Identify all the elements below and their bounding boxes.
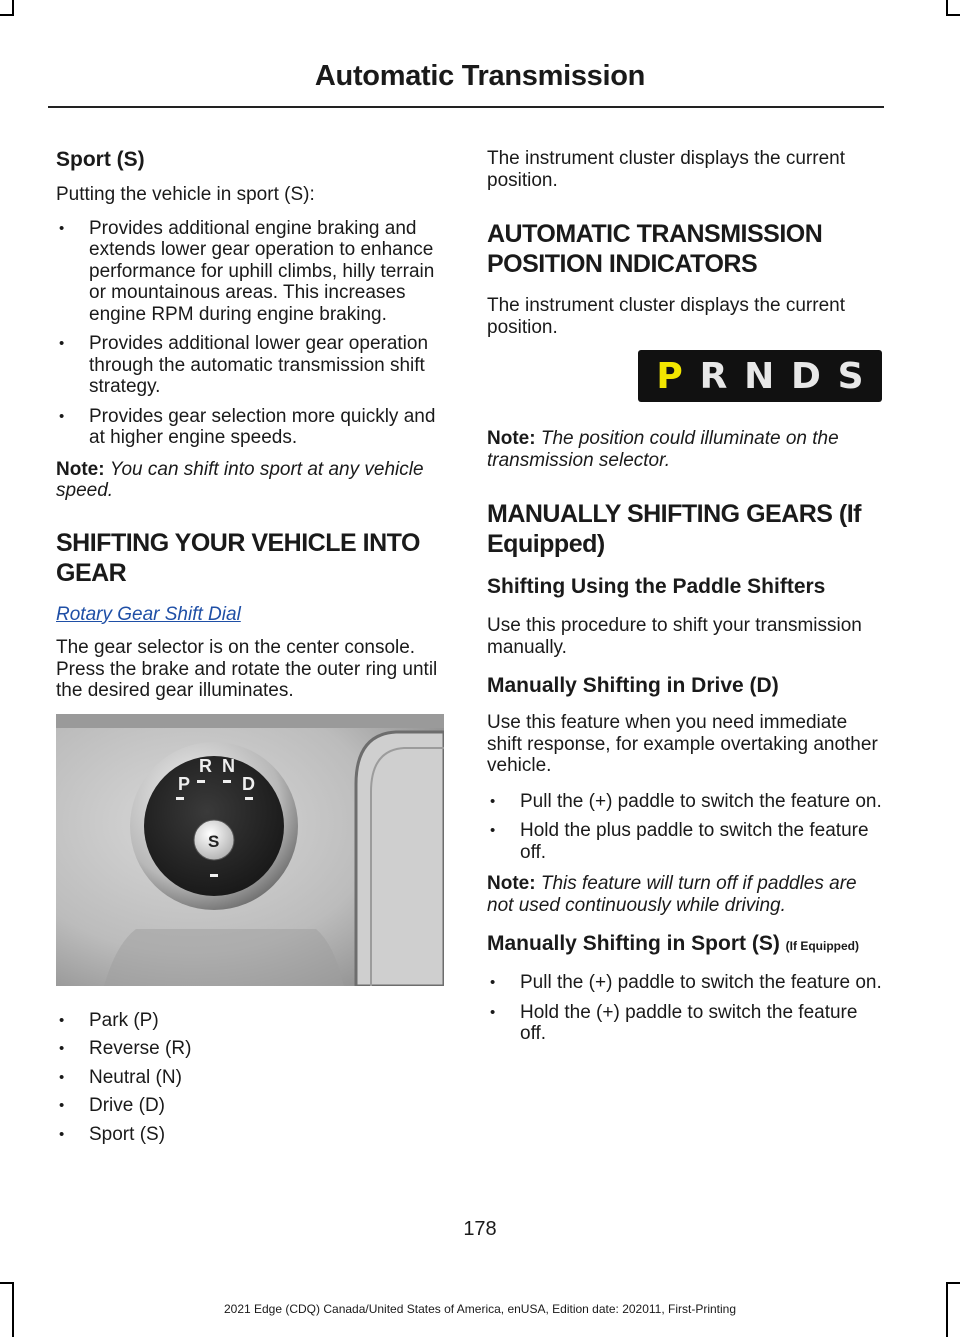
indicator-letter-p: P	[656, 355, 683, 397]
header-divider	[48, 106, 884, 108]
list-item: • Pull the (+) paddle to switch the feature on.	[487, 972, 882, 994]
rotary-dial-image	[56, 714, 444, 986]
indicator-letter-r: R	[699, 355, 728, 397]
manual-shifting-heading: MANUALLY SHIFTING GEARS (If Equipped)	[487, 500, 862, 558]
crop-mark-top-right-h	[946, 14, 960, 16]
page-header-title: Automatic Transmission	[314, 60, 646, 92]
list-item: • Provides additional engine braking and extends lower gear operation to enhance performance for uphill climbs, hilly terrain or mountainous areas. This increases engine RPM during engine braking.	[56, 218, 446, 326]
drive-bullet-list	[487, 791, 882, 864]
list-item: • Neutral (N)	[56, 1067, 446, 1089]
list-item: • Pull the (+) paddle to switch the feature on.	[487, 791, 882, 813]
list-item: • Drive (D)	[56, 1095, 446, 1117]
left-column	[56, 148, 446, 1155]
crop-mark-top-left-h	[0, 14, 14, 16]
cluster-paragraph-1: The instrument cluster displays the current position.	[487, 148, 845, 191]
sport-bullet-list	[56, 218, 446, 449]
right-column	[487, 148, 882, 1055]
cluster-paragraph-2: The instrument cluster displays the current position.	[487, 295, 845, 338]
sport-note	[56, 459, 446, 502]
note-text: You can shift into sport at any vehicle speed.	[56, 458, 424, 501]
rotary-paragraph: The gear selector is on the center console. Press the brake and rotate the outer ring until the desired gear illuminates.	[56, 637, 438, 701]
paddle-note	[487, 873, 882, 916]
list-item: • Park (P)	[56, 1010, 446, 1032]
footer-edition-info: 2021 Edge (CDQ) Canada/United States of America, enUSA, Edition date: 202011, First-Printing	[223, 1302, 737, 1316]
page-number: 178	[463, 1218, 497, 1240]
rotary-gear-shift-dial-link[interactable]: Rotary Gear Shift Dial	[56, 603, 241, 625]
crop-mark-bottom-right-h	[946, 1282, 960, 1284]
list-item: • Provides additional lower gear operation through the automatic transmission shift strategy.	[56, 333, 446, 398]
indicator-letter-n: N	[744, 355, 775, 397]
list-item: • Hold the (+) paddle to switch the feature off.	[487, 1002, 882, 1045]
shifting-heading: SHIFTING YOUR VEHICLE INTO GEAR	[56, 528, 420, 587]
position-note	[487, 428, 882, 471]
note-label: Note:	[56, 458, 105, 480]
indicator-letter-s: S	[837, 355, 864, 397]
gear-list	[56, 1010, 446, 1146]
sport-manual-bullet-list	[487, 972, 882, 1045]
list-item: • Reverse (R)	[56, 1038, 446, 1060]
position-indicator-display	[638, 350, 882, 402]
dial-label-d: D	[242, 773, 255, 794]
list-item: • Sport (S)	[56, 1124, 446, 1146]
note-label: Note:	[487, 428, 536, 449]
dial-label-n: N	[222, 755, 235, 776]
crop-mark-bottom-left-h	[0, 1282, 14, 1284]
note-text: The position could illuminate on the transmission selector.	[487, 428, 839, 471]
sport-manual-suffix: (If Equipped)	[785, 939, 859, 953]
drive-paragraph: Use this feature when you need immediate shift response, for example overtaking another vehicle.	[487, 712, 878, 776]
note-text: This feature will turn off if paddles are not used continuously while driving.	[487, 873, 857, 916]
note-label: Note:	[487, 873, 536, 894]
dial-label-r: R	[199, 755, 212, 776]
paddle-shifters-heading: Shifting Using the Paddle Shifters	[487, 575, 826, 598]
sport-manual-heading	[487, 932, 882, 958]
indicator-letter-d: D	[791, 355, 821, 397]
sport-manual-heading-text: Manually Shifting in Sport (S)	[487, 932, 780, 955]
paddle-paragraph: Use this procedure to shift your transmission manually.	[487, 615, 862, 658]
list-item: • Hold the plus paddle to switch the feature off.	[487, 820, 882, 863]
indicators-heading: AUTOMATIC TRANSMISSION POSITION INDICATORS	[487, 220, 823, 278]
dial-label-p: P	[178, 773, 191, 794]
list-item: • Provides gear selection more quickly and at higher engine speeds.	[56, 406, 446, 449]
drive-heading: Manually Shifting in Drive (D)	[487, 674, 779, 697]
sport-intro: Putting the vehicle in sport (S):	[56, 184, 315, 205]
sport-heading: Sport (S)	[56, 148, 145, 171]
dial-label-s: S	[208, 831, 220, 851]
rotary-link-line	[56, 604, 446, 626]
indicator-wrapper	[487, 350, 882, 402]
